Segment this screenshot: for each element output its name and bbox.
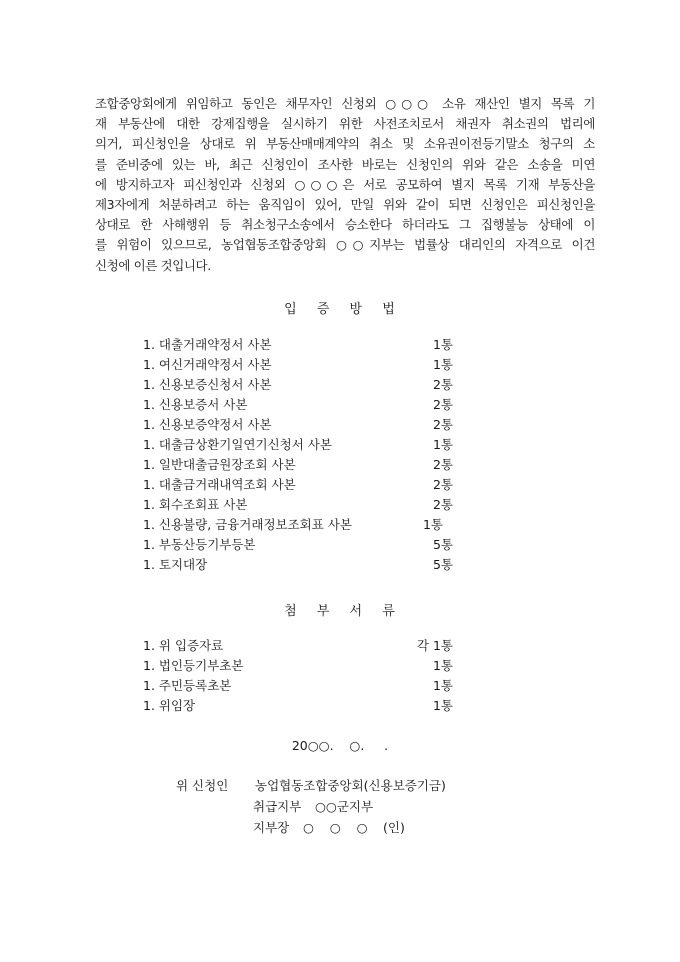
item-quantity: 2통 [432,497,453,512]
item-quantity: 2통 [432,457,453,472]
list-item [143,555,453,575]
item-quantity: 1통 [432,678,453,693]
item-label: 1. 토지대장 [143,557,208,572]
item-quantity: 1통 [432,698,453,713]
list-item [143,455,453,475]
item-label: 1. 대출금거래내역조회 사본 [143,477,296,492]
paragraph-line: 조합중앙회에게 위임하고 동인은 채무자인 신청외 ○○○ 소유 재산인 별지 목록 기 [95,96,595,111]
list-item [143,355,453,375]
evidence-heading: 입 증 방 법 [284,302,396,317]
list-item [143,375,453,395]
item-label: 1. 여신거래약정서 사본 [143,357,272,372]
item-label: 1. 부동산등기부등본 [143,537,256,552]
branch-head-name: ○ ○ ○ [303,820,368,835]
list-item [143,656,453,676]
list-item [143,515,453,535]
document-date: 20○○. ○. . [291,738,389,753]
body-paragraph [95,94,595,276]
branch-head-label: 지부장 [253,820,290,835]
item-quantity: 2통 [432,377,453,392]
item-label: 1. 대출거래약정서 사본 [143,337,272,352]
list-item [143,335,453,355]
item-label: 1. 대출금상환기일연기신청서 사본 [143,437,332,452]
paragraph-line: 를 위험이 있으므로, 농업협동조합중앙회 ○○지부는 법률상 대리인의 자격으로 이건 [95,237,595,253]
item-quantity: 각 1통 [416,638,453,653]
list-item [143,696,453,716]
paragraph-line: 의거, 피신청인을 상대로 위 부동산매매계약의 취소 및 소유권이전등기말소 청구의 소 [95,136,595,152]
list-item [143,475,453,495]
attachments-heading: 첨 부 서 류 [284,604,396,619]
item-label: 1. 위임장 [143,698,196,713]
list-item [143,676,453,696]
item-label: 1. 일반대출금원장조회 사본 [143,457,296,472]
evidence-list [143,335,453,575]
item-quantity: 5통 [432,537,453,552]
item-quantity: 1통 [432,658,453,673]
branch-name: ○○군지부 [315,799,374,814]
branch-label: 취급지부 [253,799,302,814]
item-quantity: 2통 [432,417,453,432]
paragraph-line: 신청에 이른 것입니다. [95,257,211,273]
seal-mark: (인) [383,820,405,835]
paragraph-line: 를 준비중에 있는 바, 최근 신청인이 조사한 바로는 신청인의 위와 같은 소송을 미연 [95,156,595,172]
applicant-label: 위 신청인 [176,778,229,793]
attachments-list [143,636,453,716]
paragraph-line: 상대로 한 사해행위 등 취소청구소송에서 승소한다 하더라도 그 집행불능 상태에 이 [95,217,595,233]
item-label: 1. 신용보증서 사본 [143,397,248,412]
item-label: 1. 주민등록초본 [143,678,232,693]
item-label: 1. 위 입증자료 [143,638,224,653]
list-item [143,395,453,415]
item-quantity: 5통 [432,557,453,572]
list-item [143,415,453,435]
applicant-name: 농업협동조합중앙회(신용보증기금) [255,778,446,793]
item-label: 1. 신용불량, 금융거래정보조회표 사본 [143,517,352,532]
paragraph-line: 제3자에게 처분하려고 하는 움직임이 있어, 만일 위와 같이 되면 신청인은 피신청인을 [95,197,595,213]
list-item [143,495,453,515]
item-quantity: 1통 [432,357,453,372]
list-item [143,435,453,455]
paragraph-line: 에 방지하고자 피신청인과 신청외 ○○○은 서로 공모하여 별지 목록 기재 부동산을 [95,176,595,192]
item-quantity: 1통 [432,337,453,352]
item-quantity: 2통 [432,397,453,412]
item-quantity: 1통 [432,437,453,452]
list-item [143,636,453,656]
list-item [143,535,453,555]
item-label: 1. 회수조회표 사본 [143,497,248,512]
item-label: 1. 법인등기부초본 [143,658,244,673]
item-label: 1. 신용보증신청서 사본 [143,377,272,392]
paragraph-line: 재 부동산에 대한 강제집행을 실시하기 위한 사전조치로서 채권자 취소권의 법리에 [95,116,595,132]
item-quantity: 2통 [432,477,453,492]
item-quantity: 1통 [422,517,443,532]
item-label: 1. 신용보증약정서 사본 [143,417,272,432]
